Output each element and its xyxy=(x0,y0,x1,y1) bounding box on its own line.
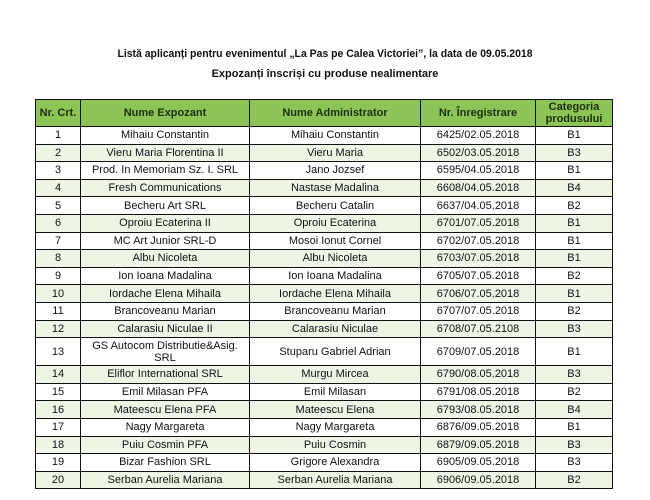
cell-nr-crt: 2 xyxy=(36,144,81,162)
cell-categoria: B1 xyxy=(536,285,613,303)
cell-categoria: B4 xyxy=(536,179,613,197)
cell-nume-administrator: Vieru Maria xyxy=(250,144,421,162)
header-categoria-produsului: Categoria produsului xyxy=(536,100,613,127)
cell-nume-expozant: Calarasiu Niculae II xyxy=(81,320,250,338)
table-header-row xyxy=(36,100,613,127)
table-row xyxy=(36,214,613,232)
cell-nume-expozant: Mateescu Elena PFA xyxy=(81,401,250,419)
cell-nr-inregistrare: 6702/07.05.2018 xyxy=(421,232,536,250)
table-row xyxy=(36,127,613,145)
table-row xyxy=(36,302,613,320)
table-row xyxy=(36,179,613,197)
cell-nr-inregistrare: 6701/07.05.2018 xyxy=(421,214,536,232)
cell-nume-expozant: Eliflor International SRL xyxy=(81,366,250,384)
cell-nr-crt: 1 xyxy=(36,127,81,145)
table-row xyxy=(36,401,613,419)
cell-nr-crt: 18 xyxy=(36,436,81,454)
cell-nume-administrator: Nagy Margareta xyxy=(250,418,421,436)
cell-categoria: B1 xyxy=(536,214,613,232)
table-row xyxy=(36,144,613,162)
cell-nr-inregistrare: 6793/08.05.2018 xyxy=(421,401,536,419)
cell-nr-crt: 5 xyxy=(36,197,81,215)
header-nr-inregistrare: Nr. Înregistrare xyxy=(421,100,536,127)
cell-nr-inregistrare: 6502/03.05.2018 xyxy=(421,144,536,162)
table-row xyxy=(36,320,613,338)
cell-nume-expozant: Mihaiu Constantin xyxy=(81,127,250,145)
cell-nume-administrator: Murgu Mircea xyxy=(250,366,421,384)
table-row xyxy=(36,162,613,180)
cell-nume-expozant: Albu Nicoleta xyxy=(81,250,250,268)
cell-nr-crt: 19 xyxy=(36,454,81,472)
cell-nume-expozant: GS Autocom Distributie&Asig. SRL xyxy=(81,338,250,366)
cell-nume-administrator: Brancoveanu Marian xyxy=(250,302,421,320)
cell-categoria: B2 xyxy=(536,383,613,401)
table-row xyxy=(36,267,613,285)
document-subtitle: Expozanți înscriși cu produse nealimentare xyxy=(211,68,439,80)
cell-categoria: B4 xyxy=(536,401,613,419)
table-row xyxy=(36,366,613,384)
cell-nume-expozant: Fresh Communications xyxy=(81,179,250,197)
cell-nr-inregistrare: 6595/04.05.2018 xyxy=(421,162,536,180)
header-nume-expozant: Nume Expozant xyxy=(81,100,250,127)
cell-nr-crt: 20 xyxy=(36,471,81,489)
cell-nr-inregistrare: 6608/04.05.2018 xyxy=(421,179,536,197)
table-row xyxy=(36,338,613,366)
cell-categoria: B1 xyxy=(536,162,613,180)
cell-nume-expozant: Puiu Cosmin PFA xyxy=(81,436,250,454)
cell-nr-crt: 4 xyxy=(36,179,81,197)
header-nr-crt: Nr. Crt. xyxy=(36,100,81,127)
cell-categoria: B2 xyxy=(536,471,613,489)
cell-nume-expozant: Becheru Art SRL xyxy=(81,197,250,215)
cell-nr-crt: 12 xyxy=(36,320,81,338)
cell-nr-inregistrare: 6879/09.05.2018 xyxy=(421,436,536,454)
cell-nr-inregistrare: 6791/08.05.2018 xyxy=(421,383,536,401)
cell-categoria: B3 xyxy=(536,366,613,384)
cell-nume-expozant: Nagy Margareta xyxy=(81,418,250,436)
cell-categoria: B1 xyxy=(536,338,613,366)
cell-categoria: B2 xyxy=(536,197,613,215)
cell-nume-administrator: Mosoi Ionut Cornel xyxy=(250,232,421,250)
table-row xyxy=(36,436,613,454)
cell-categoria: B1 xyxy=(536,418,613,436)
cell-nr-inregistrare: 6906/09.05.2018 xyxy=(421,471,536,489)
cell-nume-administrator: Iordache Elena Mihaila xyxy=(250,285,421,303)
table-row xyxy=(36,471,613,489)
applicants-table xyxy=(35,99,613,489)
table-row xyxy=(36,383,613,401)
header-nume-administrator: Nume Administrator xyxy=(250,100,421,127)
cell-nr-crt: 16 xyxy=(36,401,81,419)
cell-nr-crt: 13 xyxy=(36,338,81,366)
cell-nr-inregistrare: 6708/07.05.2108 xyxy=(421,320,536,338)
cell-nr-inregistrare: 6876/09.05.2018 xyxy=(421,418,536,436)
cell-nume-expozant: Bizar Fashion SRL xyxy=(81,454,250,472)
cell-nr-inregistrare: 6709/07.05.2018 xyxy=(421,338,536,366)
cell-nume-administrator: Emil Milasan xyxy=(250,383,421,401)
cell-nr-inregistrare: 6790/08.05.2018 xyxy=(421,366,536,384)
cell-nume-administrator: Ion Ioana Madalina xyxy=(250,267,421,285)
cell-categoria: B3 xyxy=(536,436,613,454)
cell-nr-crt: 9 xyxy=(36,267,81,285)
cell-nr-inregistrare: 6637/04.05.2018 xyxy=(421,197,536,215)
cell-nume-administrator: Oproiu Ecaterina xyxy=(250,214,421,232)
cell-nr-inregistrare: 6707/07.05.2018 xyxy=(421,302,536,320)
cell-nume-expozant: Prod. In Memoriam Sz. I. SRL xyxy=(81,162,250,180)
cell-nr-inregistrare: 6703/07.05.2018 xyxy=(421,250,536,268)
cell-nr-crt: 17 xyxy=(36,418,81,436)
cell-nr-crt: 14 xyxy=(36,366,81,384)
cell-nr-crt: 11 xyxy=(36,302,81,320)
cell-categoria: B3 xyxy=(536,454,613,472)
cell-nume-expozant: MC Art Junior SRL-D xyxy=(81,232,250,250)
cell-nume-administrator: Mateescu Elena xyxy=(250,401,421,419)
table-row xyxy=(36,197,613,215)
cell-nume-administrator: Nastase Madalina xyxy=(250,179,421,197)
cell-nume-expozant: Vieru Maria Florentina II xyxy=(81,144,250,162)
table-row xyxy=(36,285,613,303)
cell-nume-expozant: Serban Aurelia Mariana xyxy=(81,471,250,489)
cell-categoria: B3 xyxy=(536,144,613,162)
cell-nr-inregistrare: 6905/09.05.2018 xyxy=(421,454,536,472)
cell-nr-inregistrare: 6706/07.05.2018 xyxy=(421,285,536,303)
table-row xyxy=(36,232,613,250)
cell-nume-administrator: Puiu Cosmin xyxy=(250,436,421,454)
cell-nume-administrator: Becheru Catalin xyxy=(250,197,421,215)
cell-nr-inregistrare: 6705/07.05.2018 xyxy=(421,267,536,285)
cell-nume-administrator: Albu Nicoleta xyxy=(250,250,421,268)
cell-nume-expozant: Iordache Elena Mihaila xyxy=(81,285,250,303)
cell-categoria: B3 xyxy=(536,320,613,338)
cell-nr-crt: 3 xyxy=(36,162,81,180)
cell-nr-crt: 8 xyxy=(36,250,81,268)
cell-nume-administrator: Mihaiu Constantin xyxy=(250,127,421,145)
cell-categoria: B2 xyxy=(536,302,613,320)
cell-nr-crt: 7 xyxy=(36,232,81,250)
cell-nume-expozant: Oproiu Ecaterina II xyxy=(81,214,250,232)
cell-nume-expozant: Ion Ioana Madalina xyxy=(81,267,250,285)
table-row xyxy=(36,418,613,436)
cell-nr-crt: 15 xyxy=(36,383,81,401)
cell-nume-administrator: Jano Jozsef xyxy=(250,162,421,180)
cell-nume-administrator: Serban Aurelia Mariana xyxy=(250,471,421,489)
cell-nume-expozant: Brancoveanu Marian xyxy=(81,302,250,320)
cell-categoria: B1 xyxy=(536,127,613,145)
table-row xyxy=(36,250,613,268)
document-title: Listă aplicanți pentru evenimentul „La Pas pe Calea Victoriei”, la data de 09.05.2018 xyxy=(117,48,533,60)
cell-nume-expozant: Emil Milasan PFA xyxy=(81,383,250,401)
cell-categoria: B2 xyxy=(536,267,613,285)
cell-nume-administrator: Grigore Alexandra xyxy=(250,454,421,472)
cell-nume-administrator: Calarasiu Niculae xyxy=(250,320,421,338)
cell-nume-administrator: Stuparu Gabriel Adrian xyxy=(250,338,421,366)
cell-nr-crt: 10 xyxy=(36,285,81,303)
cell-categoria: B1 xyxy=(536,232,613,250)
table-row xyxy=(36,454,613,472)
cell-categoria: B1 xyxy=(536,250,613,268)
cell-nr-inregistrare: 6425/02.05.2018 xyxy=(421,127,536,145)
cell-nr-crt: 6 xyxy=(36,214,81,232)
